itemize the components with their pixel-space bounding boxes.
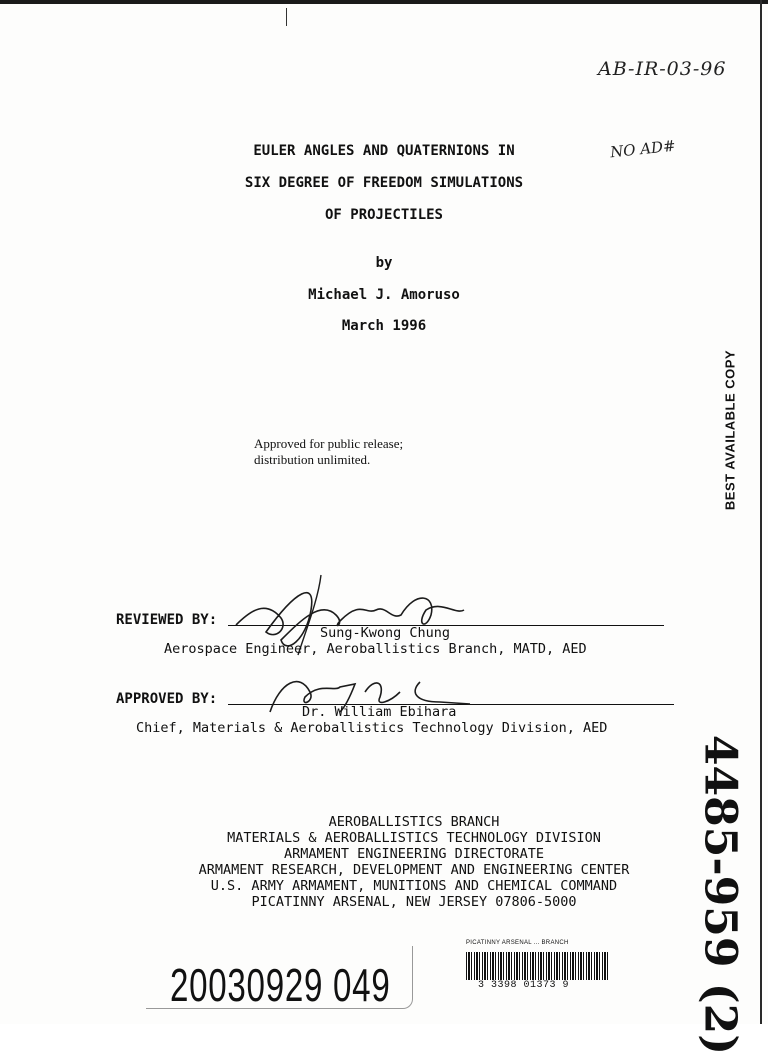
title-line-3: OF PROJECTILES xyxy=(324,207,443,223)
title-line-2: SIX DEGREE OF FREEDOM SIMULATIONS xyxy=(244,175,524,191)
org-line-2: MATERIALS & AEROBALLISTICS TECHNOLOGY DIVISION xyxy=(227,830,601,846)
byline-by: by xyxy=(375,255,393,271)
handwritten-no-ad: NO AD# xyxy=(609,136,677,162)
author-name: Michael J. Amoruso xyxy=(308,287,460,303)
barcode-label-sticker xyxy=(466,940,612,996)
barcode-number: 3 3398 01373 9 xyxy=(478,980,570,991)
org-line-1: AEROBALLISTICS BRANCH xyxy=(328,814,500,830)
barcode-bars xyxy=(466,952,610,980)
reviewer-title: Aerospace Engineer, Aeroballistics Branch, MATD, AED xyxy=(164,641,587,657)
approved-by-label: APPROVED BY: xyxy=(116,691,218,707)
org-line-4: ARMAMENT RESEARCH, DEVELOPMENT AND ENGINEERING CENTER xyxy=(198,862,630,878)
org-line-6: PICATINNY ARSENAL, NEW JERSEY 07806-5000 xyxy=(251,894,577,910)
approver-title: Chief, Materials & Aeroballistics Technology Division, AED xyxy=(136,720,608,736)
release-line-2: distribution unlimited. xyxy=(254,452,371,467)
document-id: 20030929 049 xyxy=(170,959,391,1011)
release-line-1: Approved for public release; xyxy=(254,436,404,451)
best-available-copy-text: BEST AVAILABLE COPY xyxy=(722,349,738,511)
margin-handwriting xyxy=(680,734,760,1055)
report-date: March 1996 xyxy=(341,318,427,334)
page-top-edge xyxy=(0,0,768,4)
reviewed-by-label: REVIEWED BY: xyxy=(116,612,218,628)
handwritten-report-number: AB-IR-03-96 xyxy=(598,58,727,80)
reviewer-name: Sung-Kwong Chung xyxy=(320,625,451,641)
scan-mark xyxy=(286,8,287,26)
margin-handwriting-text: 4485-959 (2) xyxy=(694,734,746,1055)
org-line-3: ARMAMENT ENGINEERING DIRECTORATE xyxy=(283,846,545,862)
barcode-label: PICATINNY ARSENAL ... BRANCH xyxy=(466,940,569,946)
title-line-1: EULER ANGLES AND QUATERNIONS IN xyxy=(253,143,515,159)
org-line-5: U.S. ARMY ARMAMENT, MUNITIONS AND CHEMICAL COMMAND xyxy=(210,878,618,894)
approver-name: Dr. William Ebihara xyxy=(302,704,457,720)
release-statement xyxy=(254,436,403,468)
best-available-copy-stamp xyxy=(720,340,740,520)
